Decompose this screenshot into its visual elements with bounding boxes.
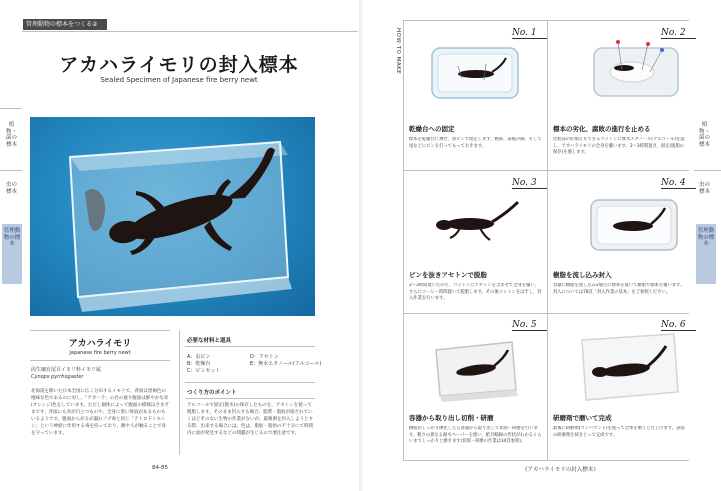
species-name-en: Japanese fire berry newt — [69, 350, 131, 356]
step-text: 容器に樹脂を流し込み2層目に標本を置いて樹脂で標本を覆います。封入については78頁「封入作業の基本」をご参照ください。 — [553, 283, 685, 295]
points-heading: つくり方のポイント — [187, 390, 237, 396]
step-number: No. 6 — [661, 320, 696, 330]
header-rule — [22, 31, 358, 32]
material-item: D：アセトン — [250, 354, 279, 360]
column-divider — [179, 330, 180, 455]
step3-image — [424, 198, 528, 248]
step-title: 容器から取り出し切削・研磨 — [409, 414, 494, 422]
material-item: E：無水エタノール(アルコール) — [250, 361, 322, 367]
materials-heading: 必要な材料と道具 — [187, 338, 232, 344]
step2-image — [588, 36, 683, 102]
newt-resin-photo — [30, 117, 315, 316]
step-text: 化粧品の肝類えもできるコットンに無水エタノール(アルコール)を湿し、アカハライモリの全身を覆います。2〜3時間置き、固定(脱脂の保存)を施します。 — [553, 137, 685, 155]
step-title: 研磨剤で磨いて完成 — [553, 414, 612, 422]
page-gutter — [359, 0, 362, 491]
step-number: No. 2 — [661, 28, 696, 38]
grid-line — [403, 20, 689, 21]
grid-line — [403, 20, 404, 460]
step4-image — [585, 192, 685, 256]
step-number: No. 4 — [661, 178, 696, 188]
species-rule — [30, 330, 170, 331]
page-number: 84-85 — [152, 465, 168, 471]
side-tab-insects[interactable]: 虫の標本 — [5, 182, 17, 195]
taxonomy: 両生綱有尾目イモリ科イモリ属 — [31, 367, 102, 373]
step-text: 最後に研磨剤(コンパウンド)を使って全体を磨くと仕上げます。表面の研磨剤を拭きとって完成です。 — [553, 426, 685, 438]
points-rule — [185, 398, 315, 399]
step-text: 2〜3時間置いたのち、コットンにアセトンを含ませて全身を覆い、さらにコーヒー時間置いて脱脂します。その後コットンをはずし、封入作業を行います。 — [409, 283, 542, 301]
how-to-make-label: HOW TO MAKE — [395, 28, 401, 75]
tab-rule — [0, 108, 22, 109]
grid-line — [403, 460, 689, 461]
step-title: 樹脂を流し込み封入 — [553, 271, 612, 279]
materials-rule — [185, 346, 315, 347]
side-tab-plants[interactable]: 植物・菌の標本 — [5, 122, 17, 148]
points-rule — [185, 382, 315, 383]
tab-rule — [694, 170, 721, 171]
side-tab-insects-right[interactable]: 虫の標本 — [698, 182, 710, 195]
side-tab-animals-right[interactable]: 管理動物の標本 — [696, 224, 716, 284]
step6-image — [574, 330, 684, 404]
grid-line — [403, 170, 689, 171]
grid-line — [547, 20, 548, 460]
resin-block-illustration — [30, 117, 315, 316]
side-tab-animals[interactable]: 管理動物の標本 — [2, 224, 22, 284]
step-number: No. 1 — [512, 28, 547, 38]
page-subtitle: Sealed Specimen of Japanese fire berry newt — [100, 76, 258, 84]
material-item: B：乾燥台 — [187, 361, 211, 367]
step-text: 標本を乾燥台に乗せ、虫ピンで固定します。腕部、前後の脚、そして尾などにピンを打ってもっておきます。 — [409, 137, 542, 149]
page-title: アカハライモリの封入標本 — [59, 54, 299, 76]
step-number: No. 5 — [512, 320, 547, 330]
running-footer: 《アカハライモリの封入標本》 — [522, 467, 599, 473]
material-item: C：ピンセット — [187, 368, 221, 374]
grid-line — [403, 313, 689, 314]
step5-image — [426, 336, 524, 402]
step-title: 乾燥台への固定 — [409, 125, 455, 133]
tab-rule — [0, 170, 22, 171]
species-rule — [30, 360, 170, 361]
points-text: アルコールで固定(脱水)の保存したものを、アセトンを使って脱脂します。そのまま封入する場合、脂質・脂肪が崩されていくほどそのない生物の作業がないが、最後剤を封入しようとする際、出来する場合には、色は、脂肪・脂肪の不十分にて時間内に油が発見するなどの問題が生じるので要注意です。 — [187, 403, 313, 436]
section-tag: 管理動物の標本をつくる② — [23, 19, 107, 30]
species-description: 北海道を除いた日本全国に広く分布するイモリで、背面は黒褐色の地味な色であるのに対し、「アカハラ」の名の通り腹面は鮮やかな赤(オレンジ)色をしています。ただし個体によって腹面の模様はさまざまです。背面にも赤が目立つものや、全身に黒い斑紋があるものもいるようです。腹面からがるが漏れフグ毒と同じ「テトロドトキシン」という神経に作用する毒を持っており、敵や人が触ることで身を守っています。 — [31, 389, 169, 436]
side-tab-plants-right[interactable]: 植物・菌の標本 — [698, 122, 710, 148]
species-name: アカハライモリ — [68, 339, 132, 349]
step-title: 標本の劣化、腐敗の進行を止める — [553, 125, 651, 133]
step1-image — [428, 42, 523, 104]
step-title: ピンを抜きアセトンで脱脂 — [409, 271, 487, 279]
material-item: A：虫ピン — [187, 354, 211, 360]
step-number: No. 3 — [512, 178, 547, 188]
scientific-name: Cynops pyrrhogaster — [31, 374, 84, 380]
step-text: 樹脂がしっかり硬化したら容器から取り出して切削・研磨を行います。粗さの異なる耐水ペーパーを使い、紙目幅線の形状がわかるくらいまでしっかりと磨きます(切削・研磨の作業は34頁参照)。 — [409, 426, 542, 444]
